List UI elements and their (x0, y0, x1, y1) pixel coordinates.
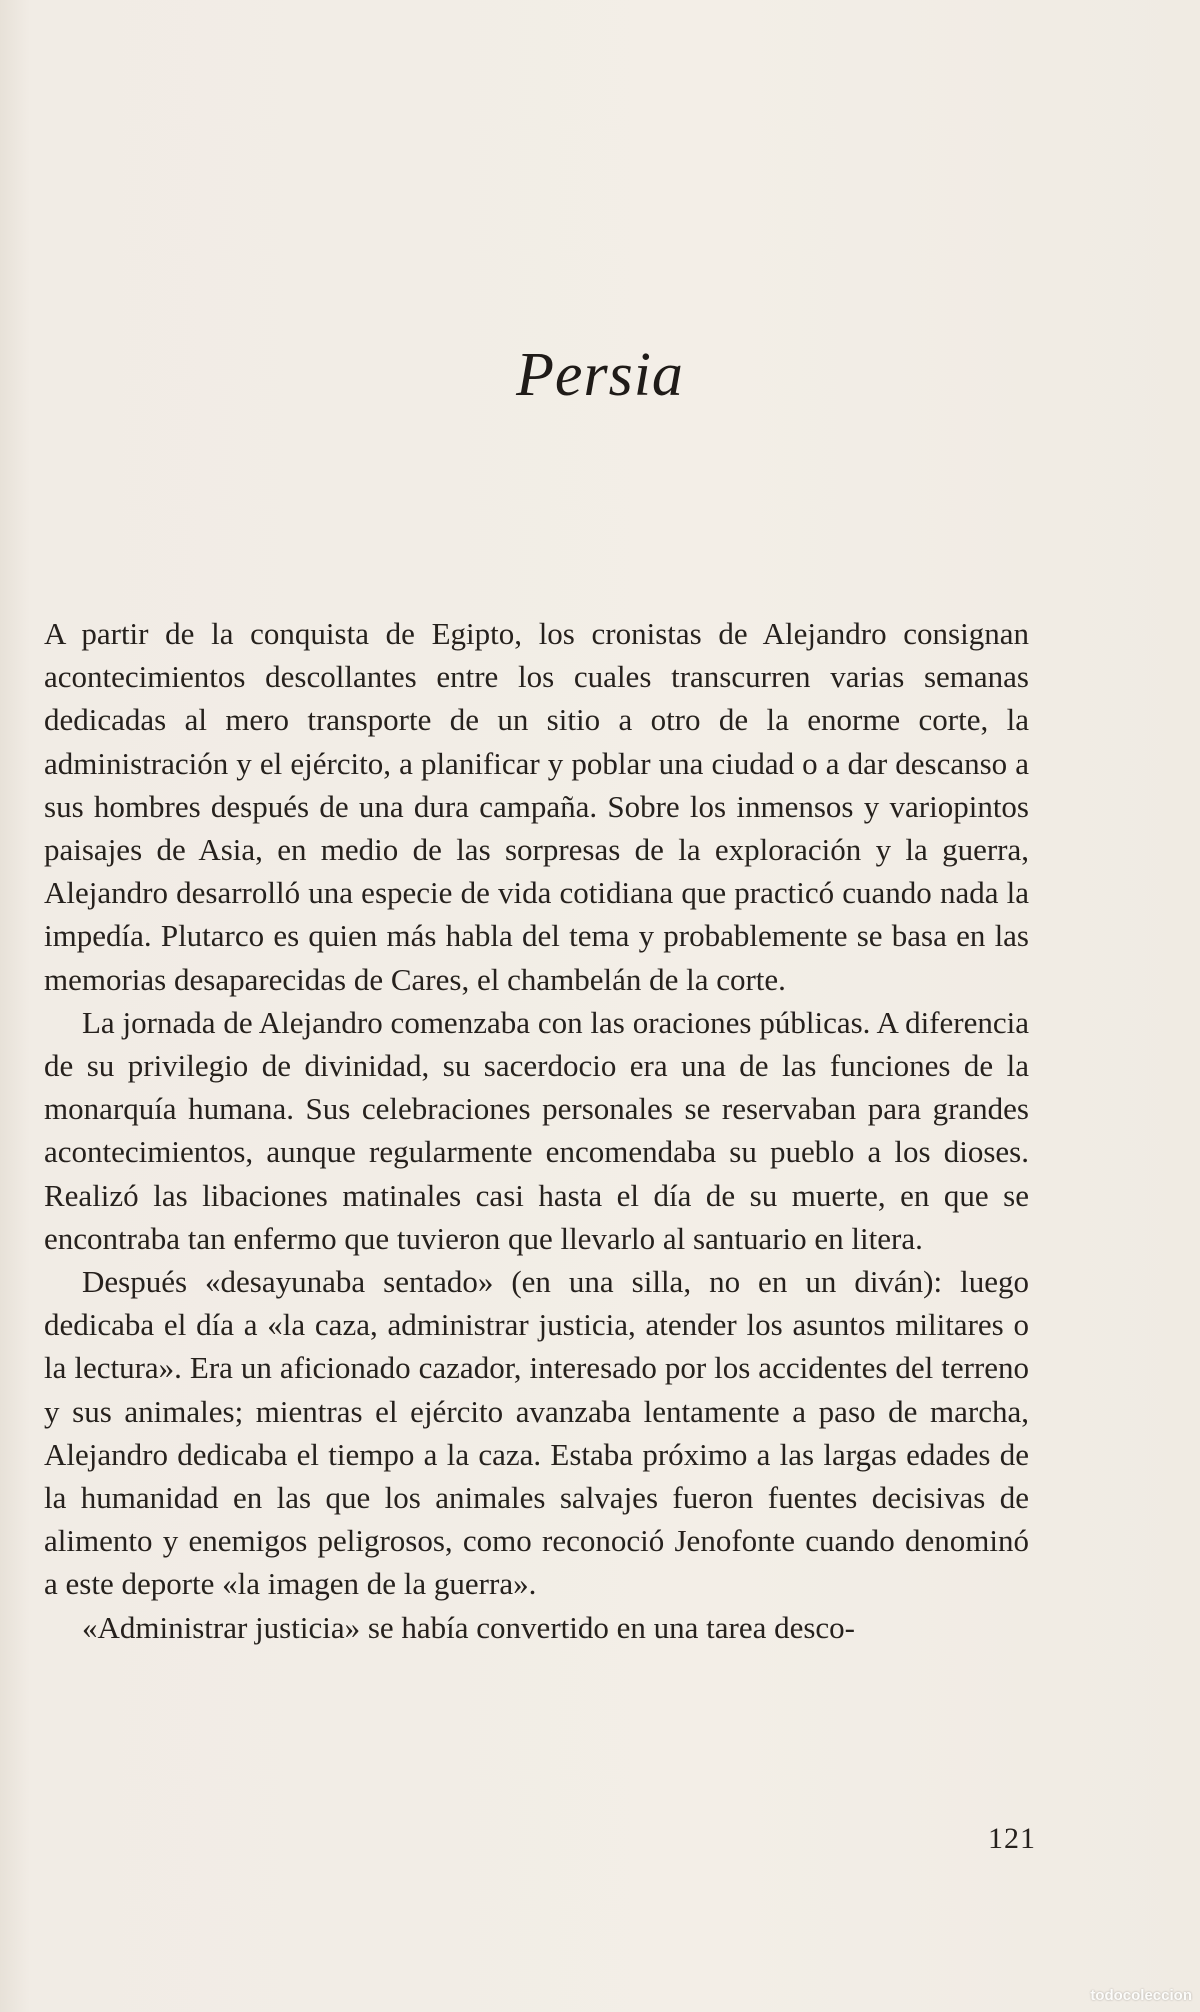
paragraph-1: A partir de la conquista de Egipto, los cronistas de Alejandro consignan acontecimientos descollantes entre los cuales transcurren varias semanas dedicadas al mero transporte de un sitio a otro de la enorme corte, la administración y el ejército, a planificar y poblar una ciudad o a dar descanso a sus hombres después de una dura campaña. Sobre los inmensos y variopintos paisajes de Asia, en medio de las sorpresas de la exploración y la guerra, Alejandro desarrolló una especie de vida cotidiana que practicó cuando nada la impedía. Plutarco es quien más habla del tema y probablemente se basa en las memorias desaparecidas de Cares, el chambelán de la corte. (44, 616, 1029, 997)
watermark: todocoleccion (1090, 1987, 1192, 2004)
paragraph-4: «Administrar justicia» se había convertido en una tarea desco- (82, 1609, 856, 1645)
page-number: 121 (988, 1822, 1036, 1855)
paragraph-2: La jornada de Alejandro comenzaba con las oraciones públicas. A diferencia de su privilegio de divinidad, su sacerdocio era una de las funciones de la monarquía humana. Sus celebraciones personales se reservaban para grandes acontecimientos, aunque regularmente encomendaba su pueblo a los dioses. Realizó las libaciones matinales casi hasta el día de su muerte, en que se encontraba tan enfermo que tuvieron que llevarlo al santuario en litera. (44, 1004, 1029, 1256)
body-text (44, 612, 1029, 1649)
paragraph-3: Después «desayunaba sentado» (en una silla, no en un diván): luego dedicaba el día a «la caza, administrar justicia, atender los asuntos militares o la lectura». Era un aficionado cazador, interesado por los accidentes del terreno y sus animales; mientras el ejército avanzaba lentamente a paso de marcha, Alejandro dedicaba el tiempo a la caza. Estaba próximo a las largas edades de la humanidad en las que los animales salvajes fueron fuentes decisivas de alimento y enemigos peligrosos, como reconoció Jenofonte cuando denominó a este deporte «la imagen de la guerra». (44, 1264, 1029, 1602)
chapter-title: Persia (516, 341, 684, 409)
